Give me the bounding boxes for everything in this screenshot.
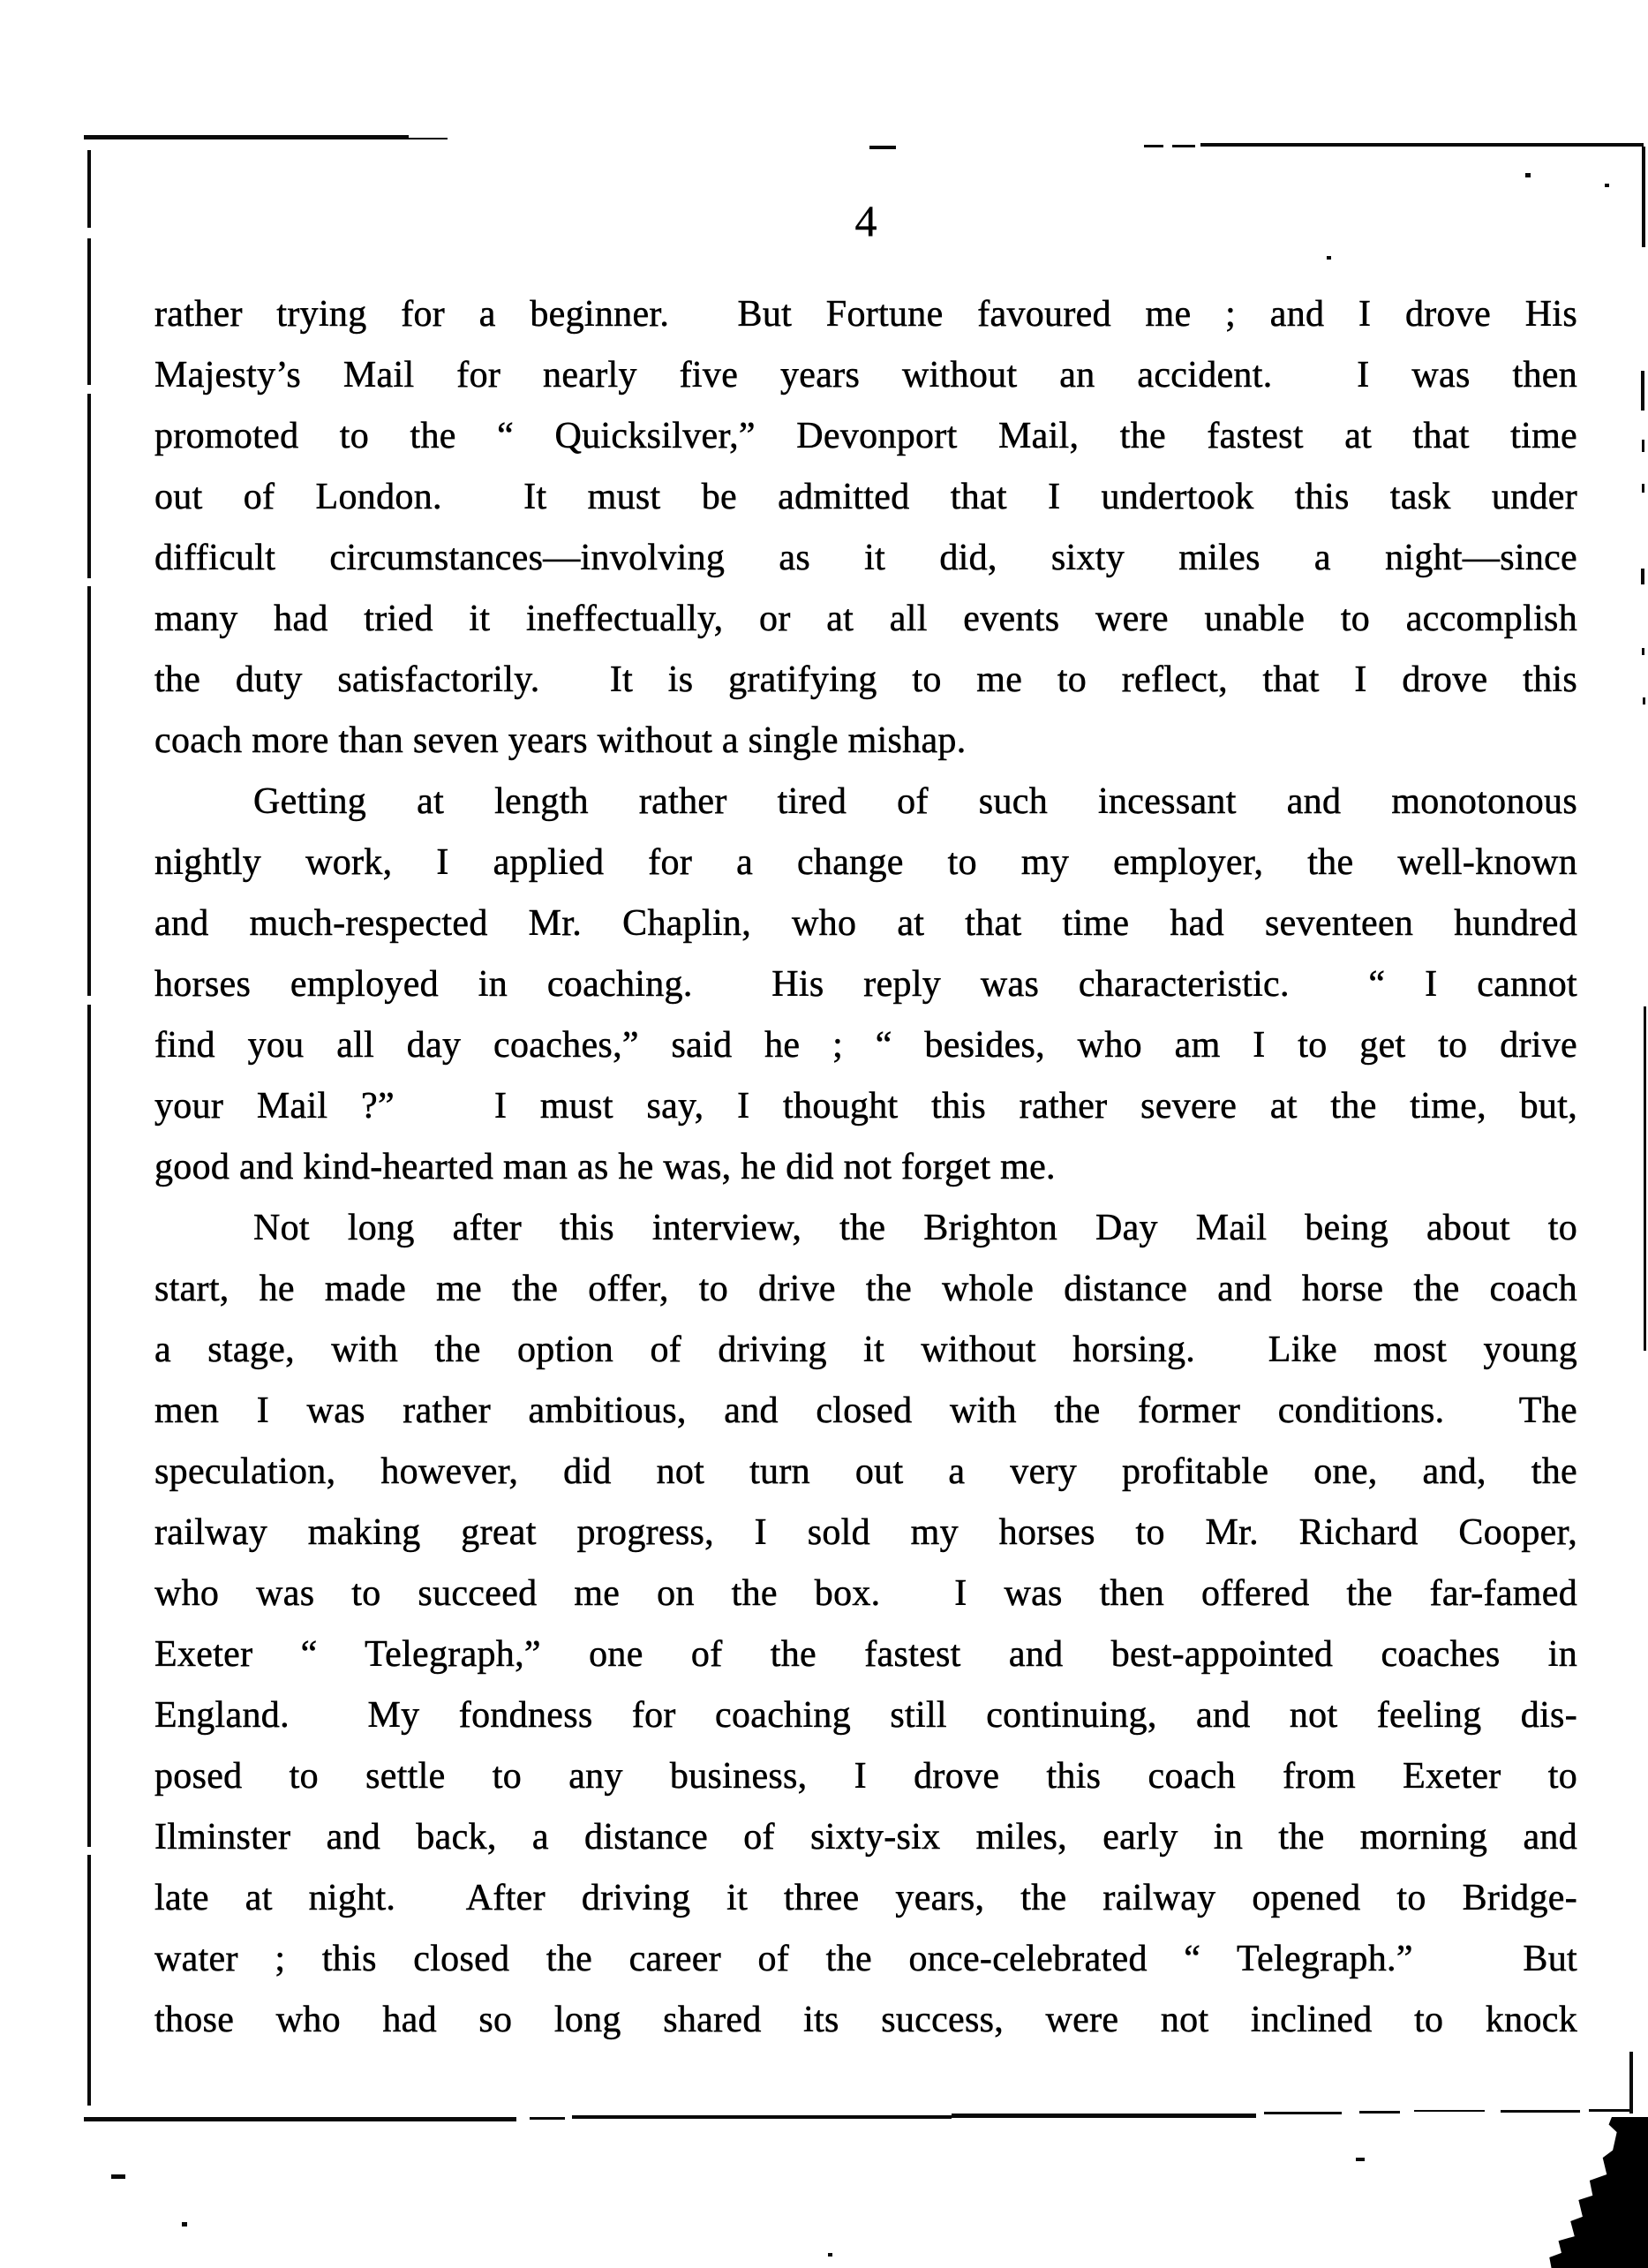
scan-border-bottom-seg6 [1359,2111,1400,2114]
paragraph [154,772,1577,1198]
text-line: Majesty’s Mail for nearly five years without an accident. I was then [154,355,1577,396]
text-line: England. My fondness for coaching still continuing, and not feeling dis- [154,1695,1577,1736]
scan-speck-bottom-left-tick [111,2174,125,2179]
scan-border-right-tick1 [1641,371,1644,411]
text-line: out of London. It must be admitted that I undertook this task under [154,477,1577,517]
scan-speck-bottom-right-dash [1356,2158,1365,2161]
scan-border-top-middle-dash [869,146,896,149]
text-line: railway making great progress, I sold my horses to Mr. Richard Cooper, [154,1512,1577,1553]
paragraph [154,284,1577,772]
text-line: rather trying for a beginner. But Fortune favoured me ; and I drove His [154,294,1577,335]
text-line: coach more than seven years without a single mishap. [154,720,967,761]
scan-speck-bottom-left-dot [182,2222,187,2227]
scan-speck-bottom-mid-dot [828,2253,832,2257]
text-line: who was to succeed me on the box. I was then offered the far-famed [154,1573,1577,1614]
scan-border-top-left-dash [409,138,448,139]
scan-border-right-tick5 [1642,648,1644,655]
scan-border-right-tick2 [1642,440,1644,452]
scan-border-right-tick4 [1641,569,1644,584]
text-line: promoted to the “ Quicksilver,” Devonport Mail, the fastest at that time [154,416,1577,456]
scan-speck-mid-right [1327,256,1331,260]
scan-border-bottom-seg9 [1589,2109,1633,2112]
scan-border-left-gap1 [87,228,92,238]
scan-border-bottom-seg4 [952,2114,1256,2118]
text-line: many had tried it ineffectually, or at all events were unable to accomplish [154,599,1577,639]
scan-border-left-gap5 [87,1847,92,1855]
scan-border-left-gap2 [87,385,92,394]
text-line: your Mail ?” I must say, I thought this rather severe at the time, but, [154,1086,1577,1126]
scan-border-right-long-segment [1644,1006,1646,1351]
text-line: good and kind-hearted man as he was, he did not forget me. [154,1147,1056,1187]
scan-border-top-right-dash1 [1144,145,1163,147]
text-line: water ; this closed the career of the once-celebrated “ Telegraph.” But [154,1939,1577,1979]
scan-border-top-right-line [1200,143,1644,147]
scan-border-right-tick3 [1642,484,1644,493]
text-line: those who had so long shared its success, were not inclined to knock [154,2000,1577,2040]
scan-border-right-bottom-segment [1629,2052,1633,2114]
scan-speck-top-right1 [1525,173,1531,177]
text-line: Exeter “ Telegraph,” one of the fastest and best-appointed coaches in [154,1634,1577,1675]
text-line: men I was rather ambitious, and closed with the former conditions. The [154,1390,1577,1431]
scan-border-top-right-dash2 [1172,145,1195,147]
text-line: find you all day coaches,” said he ; “ besides, who am I to get to drive [154,1025,1577,1066]
scan-border-bottom-seg2 [530,2117,565,2120]
text-block [154,284,1577,2051]
text-line: speculation, however, did not turn out a very profitable one, and, the [154,1451,1577,1492]
scan-border-bottom-seg1 [84,2117,516,2121]
scan-border-left-gap4 [87,996,92,1005]
scan-border-bottom-seg8 [1501,2110,1580,2113]
text-line: a stage, with the option of driving it without horsing. Like most young [154,1330,1577,1370]
scan-speck-top-right2 [1605,184,1609,187]
text-line: and much-respected Mr. Chaplin, who at that time had seventeen hundred [154,903,1577,944]
scan-ink-blob-bottom-right [1547,2117,1648,2268]
paragraph [154,1198,1577,2051]
scan-border-bottom-seg5 [1264,2112,1342,2114]
text-line: difficult circumstances—involving as it did, sixty miles a night—since [154,538,1577,578]
text-line: Getting at length rather tired of such incessant and monotonous [253,781,1577,822]
scan-border-bottom-seg7 [1414,2110,1485,2112]
text-line: posed to settle to any business, I drove this coach from Exeter to [154,1756,1577,1797]
scan-border-bottom-seg3 [572,2115,952,2119]
scan-border-top-left-line [84,135,409,139]
text-line: horses employed in coaching. His reply was characteristic. “ I cannot [154,964,1577,1005]
scan-border-right-top-segment [1642,147,1645,247]
scan-border-left-line [87,150,91,2106]
page-number: 4 [854,196,877,245]
scan-border-left-gap3 [87,578,92,586]
text-line: Ilminster and back, a distance of sixty-six miles, early in the morning and [154,1817,1577,1857]
text-line: Not long after this interview, the Brighton Day Mail being about to [253,1208,1577,1248]
text-line: the duty satisfactorily. It is gratifying to me to reflect, that I drove this [154,659,1577,700]
text-line: start, he made me the offer, to drive the whole distance and horse the coach [154,1269,1577,1309]
scan-border-right-tick6 [1643,697,1645,705]
text-line: late at night. After driving it three years, the railway opened to Bridge- [154,1878,1577,1918]
text-line: nightly work, I applied for a change to my employer, the well-known [154,842,1577,883]
